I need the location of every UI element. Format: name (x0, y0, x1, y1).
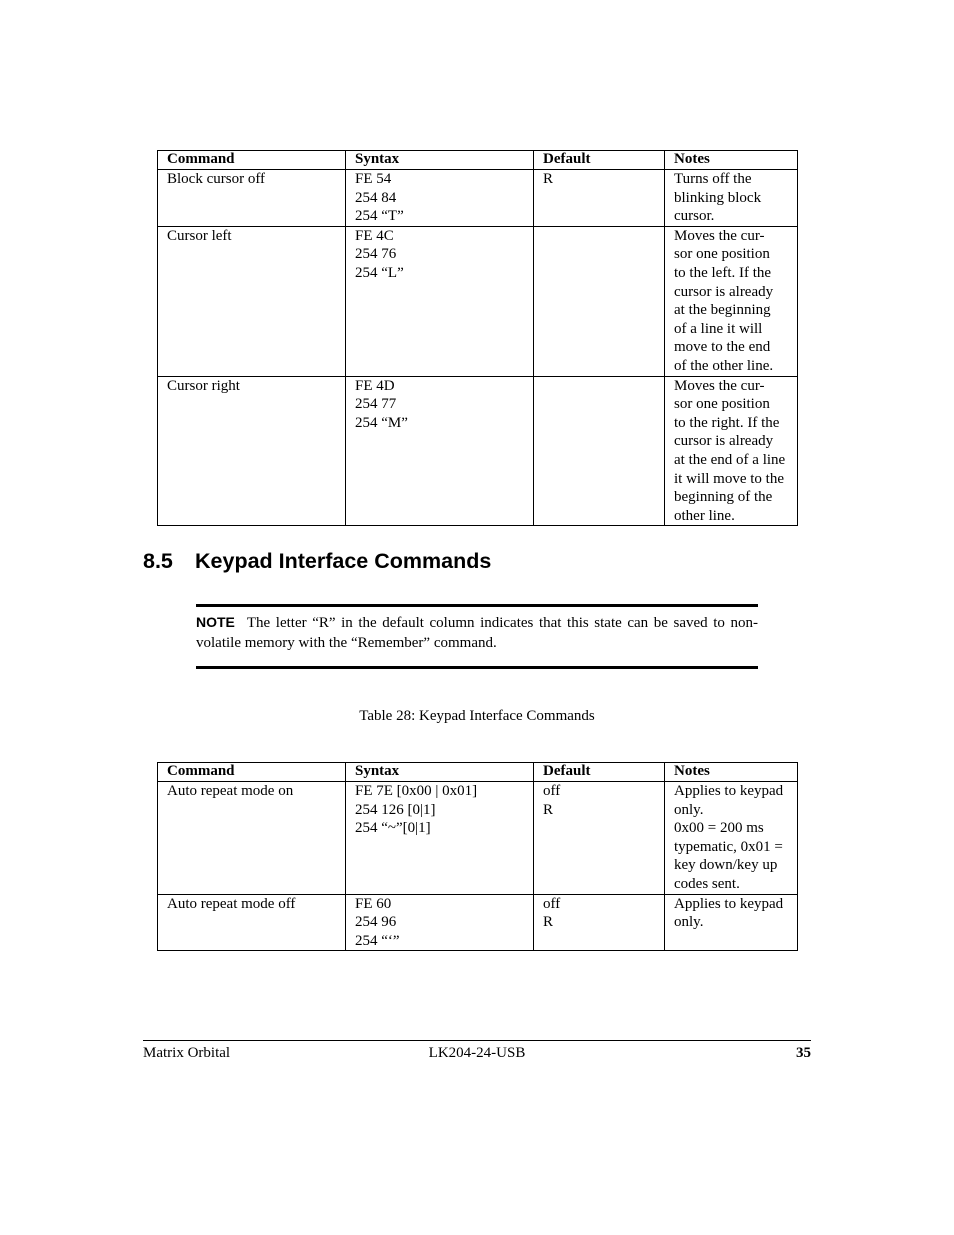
command-text: Auto repeat mode on (167, 783, 294, 799)
header-default: Default (534, 763, 665, 782)
notes-line: only. (674, 801, 704, 818)
notes-cell (665, 894, 798, 951)
page-number: 35 (796, 1045, 811, 1061)
footer-company: Matrix Orbital (143, 1045, 231, 1061)
table-header-row (158, 151, 798, 170)
notes-line: codes sent. (674, 875, 740, 892)
syntax-line: 254 “‘” (355, 932, 400, 949)
default-value: R (543, 171, 554, 187)
notes-line: cursor is already (674, 433, 774, 450)
notes-line: sor one position (674, 246, 770, 263)
table-caption: Table 28: Keypad Interface Commands (359, 708, 595, 724)
table-row (158, 376, 798, 526)
syntax-cell (346, 376, 534, 526)
note-label: NOTE (196, 614, 235, 630)
header-command: Command (158, 151, 346, 170)
syntax-line: 254 84 (355, 189, 397, 206)
table-header-row (158, 763, 798, 782)
header-syntax: Syntax (346, 151, 534, 170)
notes-line: Moves the cur- (674, 377, 765, 394)
section-number: 8.5 (143, 549, 173, 573)
header-syntax: Syntax (346, 763, 534, 782)
table-row (158, 170, 798, 227)
default-value: R (543, 801, 554, 818)
command-cell (158, 376, 346, 526)
syntax-line: 254 “L” (355, 264, 404, 281)
default-value: off (543, 895, 561, 912)
command-text: Cursor left (167, 227, 232, 244)
default-cell (534, 894, 665, 951)
syntax-line: 254 76 (355, 246, 397, 263)
commands-table-cursor (157, 150, 798, 526)
commands-table-keypad (157, 762, 798, 951)
section-heading (143, 549, 491, 574)
command-cell (158, 894, 346, 951)
notes-line: Moves the cur- (674, 227, 765, 244)
note-box (196, 604, 758, 669)
syntax-cell (346, 226, 534, 376)
command-cell (158, 226, 346, 376)
syntax-line: 254 “~”[0|1] (355, 820, 431, 837)
default-cell (534, 226, 665, 376)
syntax-line: FE 4D (355, 377, 395, 394)
notes-line: cursor. (674, 208, 715, 225)
table-row (158, 782, 798, 895)
notes-line: blinking block (674, 189, 762, 206)
notes-line: Applies to keypad (674, 895, 784, 912)
syntax-line: 254 126 [0|1] (355, 801, 436, 818)
syntax-cell (346, 782, 534, 895)
syntax-line: FE 60 (355, 895, 392, 912)
notes-line: other line. (674, 507, 735, 524)
notes-line: to the left. If the (674, 264, 772, 281)
default-cell (534, 170, 665, 227)
header-notes: Notes (665, 151, 798, 170)
notes-line: beginning of the (674, 489, 773, 506)
syntax-line: FE 54 (355, 171, 392, 187)
notes-line: 0x00 = 200 ms (674, 820, 764, 837)
command-text: Auto repeat mode off (167, 895, 296, 912)
header-default: Default (534, 151, 665, 170)
notes-line: of a line it will (674, 320, 763, 337)
command-text: Cursor right (167, 377, 240, 394)
default-cell (534, 782, 665, 895)
syntax-line: 254 “T” (355, 208, 404, 225)
section-title: Keypad Interface Commands (195, 549, 492, 573)
notes-cell (665, 376, 798, 526)
footer-divider (143, 1040, 811, 1041)
notes-line: only. (674, 914, 704, 931)
syntax-line: 254 96 (355, 914, 397, 931)
notes-cell (665, 170, 798, 227)
notes-line: typematic, 0x01 = (674, 838, 783, 855)
syntax-line: FE 4C (355, 227, 394, 244)
syntax-line: 254 77 (355, 396, 397, 413)
syntax-line: FE 7E [0x00 | 0x01] (355, 783, 478, 799)
syntax-cell (346, 170, 534, 227)
syntax-line: 254 “M” (355, 414, 408, 431)
header-notes: Notes (665, 763, 798, 782)
notes-line: it will move to the (674, 470, 784, 487)
notes-line: key down/key up (674, 857, 778, 874)
notes-line: at the beginning (674, 302, 771, 319)
notes-line: of the other line. (674, 357, 774, 374)
table-row (158, 894, 798, 951)
command-cell (158, 782, 346, 895)
command-cell (158, 170, 346, 227)
header-command: Command (158, 763, 346, 782)
notes-line: to the right. If the (674, 414, 780, 431)
notes-line: at the end of a line (674, 451, 786, 468)
notes-line: Applies to keypad (674, 783, 784, 799)
default-value: R (543, 914, 554, 931)
default-value: off (543, 783, 561, 799)
notes-cell (665, 782, 798, 895)
notes-line: move to the end (674, 339, 771, 356)
footer-product: LK204-24-USB (428, 1045, 526, 1061)
default-cell (534, 376, 665, 526)
notes-line: Turns off the (674, 171, 752, 187)
notes-cell (665, 226, 798, 376)
note-text: The letter “R” in the default column indicates that this state can be saved to non-volatile memory with the “Remember” command. (196, 615, 758, 651)
notes-line: cursor is already (674, 283, 774, 300)
command-text: Block cursor off (167, 171, 266, 187)
notes-line: sor one position (674, 396, 770, 413)
table-row (158, 226, 798, 376)
syntax-cell (346, 894, 534, 951)
